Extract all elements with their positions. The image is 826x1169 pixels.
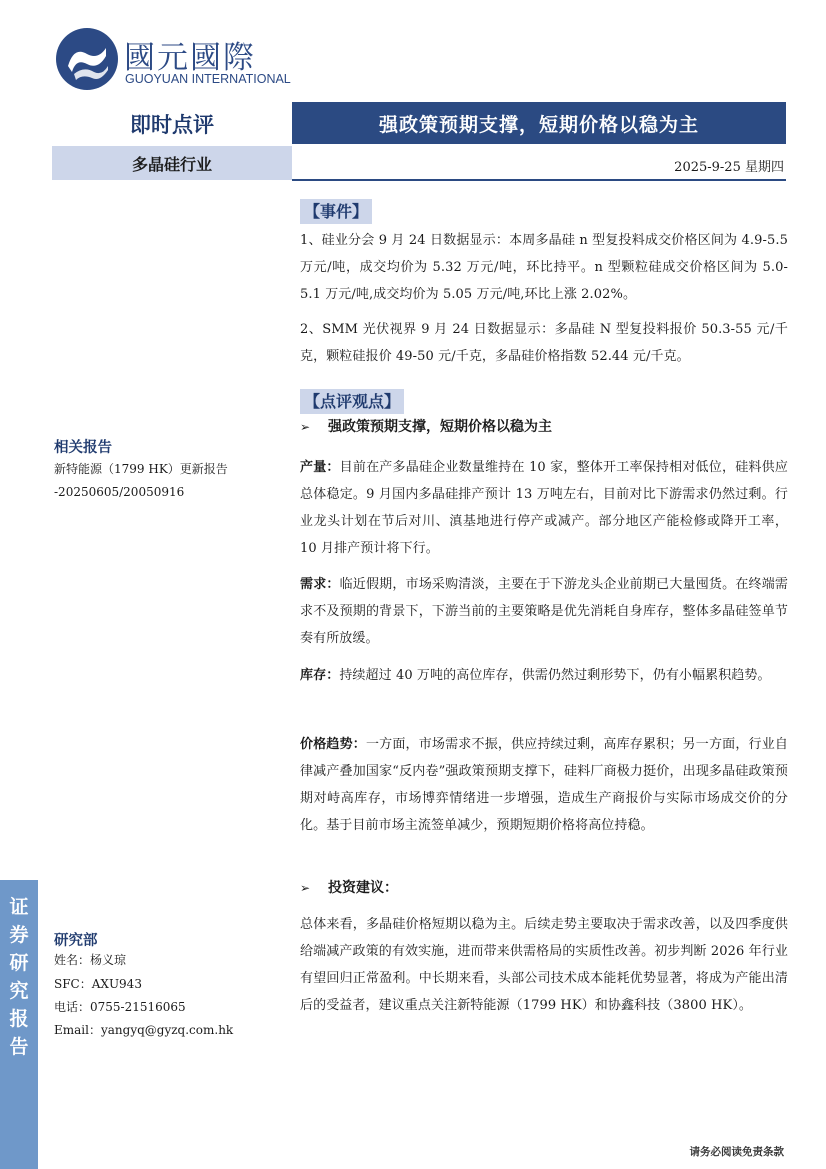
related-report-link[interactable]: 新特能源（1799 HK）更新报告 [54, 462, 228, 476]
inventory-text: 持续超过 40 万吨的高位库存，供需仍然过剩形势下，仍有小幅累积趋势。 [339, 668, 771, 683]
strip-char: 券 [9, 924, 29, 946]
production-paragraph [300, 454, 788, 562]
inventory-paragraph [300, 662, 788, 689]
research-dept-heading: 研究部 [54, 933, 98, 949]
industry-label: 多晶硅行业 [52, 146, 292, 180]
report-type-label: 即时点评 [130, 113, 214, 137]
viewpoint-bullet [300, 416, 552, 438]
event-paragraph-2: 2、SMM 光伏视界 9 月 24 日数据显示：多晶硅 N 型复投料报价 50.3-55 元/千克，颗粒硅报价 49-50 元/千克，多晶硅价格指数 52.44 元/千克。 [300, 322, 788, 364]
related-reports-heading: 相关报告 [54, 440, 112, 456]
inventory-label: 库存： [300, 668, 340, 683]
price-trend-label: 价格趋势： [300, 737, 366, 752]
company-logo [54, 26, 291, 92]
disclaimer-note[interactable]: 请务必阅读免责条款 [689, 1146, 784, 1158]
report-date: 2025-9-25 星期四 [674, 160, 784, 175]
logo-english-name: GUOYUAN INTERNATIONAL [125, 72, 291, 86]
related-report-dates: -20250605/20050916 [54, 485, 185, 499]
analyst-sfc: SFC：AXU943 [54, 977, 142, 991]
production-text: 目前在产多晶硅企业数量维持在 10 家，整体开工率保持相对低位，硅料供应总体稳定。9 月国内多晶硅排产预计 13 万吨左右，目前对比下游需求仍然过剩。行业龙头计划在节后对川、滇基地进行停产或减产。部分地区产能检修或降开工率，10 月排产预计将下行。 [300, 460, 788, 556]
analyst-name: 姓名：杨义琼 [54, 953, 127, 967]
analyst-email[interactable]: Email：yangyq@gyzq.com.hk [54, 1023, 234, 1037]
strip-char: 证 [9, 896, 29, 918]
logo-chinese-name: 國元國際 [124, 40, 256, 76]
investment-paragraph: 总体来看，多晶硅价格短期以稳为主。后续走势主要取决于需求改善，以及四季度供给端减产政策的有效实施，进而带来供需格局的实质性改善。初步判断 2026 年行业有望回归正常盈利。中长期来看，头部公司技术成本能耗优势显著，将成为产能出清后的受益者，建议重点关注新特能源（1799 HK）和协鑫科技（3800 HK）。 [300, 917, 788, 1013]
demand-paragraph [300, 571, 788, 652]
guoyuan-logo-icon [54, 26, 120, 92]
arrow-bullet-icon: ➢ [300, 881, 311, 895]
comment-heading: 【点评观点】 [300, 389, 404, 414]
demand-text: 临近假期，市场采购清淡，主要在于下游龙头企业前期已大量囤货。在终端需求不及预期的背景下，下游当前的主要策略是优先消耗自身库存，整体多晶硅签单节奏有所放缓。 [300, 577, 788, 646]
demand-label: 需求： [300, 577, 340, 592]
analyst-phone: 电话：0755-21516065 [54, 1000, 186, 1014]
event-paragraph-1: 1、硅业分会 9 月 24 日数据显示：本周多晶硅 n 型复投料成交价格区间为 4.9-5.5 万元/吨，成交均价为 5.32 万元/吨，环比持平。n 型颗粒硅成交价格区间为 5.0-5.1 万元/吨,成交均价为 5.05 万元/吨,环比上涨 2.02%。 [300, 233, 788, 302]
side-strip-label [0, 893, 38, 1061]
strip-char: 告 [9, 1036, 29, 1058]
investment-bullet [300, 877, 398, 899]
strip-char: 报 [9, 1008, 29, 1030]
report-title: 强政策预期支撑，短期价格以稳为主 [292, 102, 786, 144]
price-trend-paragraph [300, 731, 788, 839]
strip-char: 究 [9, 980, 29, 1002]
price-trend-text: 一方面，市场需求不振，供应持续过剩，高库存累积；另一方面，行业自律减产叠加国家“反内卷”强政策预期支撑下，硅料厂商极力挺价，出现多晶硅政策预期对峙高库存，市场博弈情绪进一步增强，造成生产商报价与实际市场成交价的分化。基于目前市场主流签单减少，预期短期价格将高位持稳。 [300, 737, 788, 833]
viewpoint-text: 强政策预期支撑，短期价格以稳为主 [328, 419, 552, 435]
arrow-bullet-icon: ➢ [300, 420, 311, 434]
event-heading: 【事件】 [300, 199, 372, 224]
header-divider [292, 179, 786, 181]
strip-char: 研 [9, 952, 29, 974]
investment-heading: 投资建议： [328, 880, 398, 896]
production-label: 产量： [300, 460, 340, 475]
